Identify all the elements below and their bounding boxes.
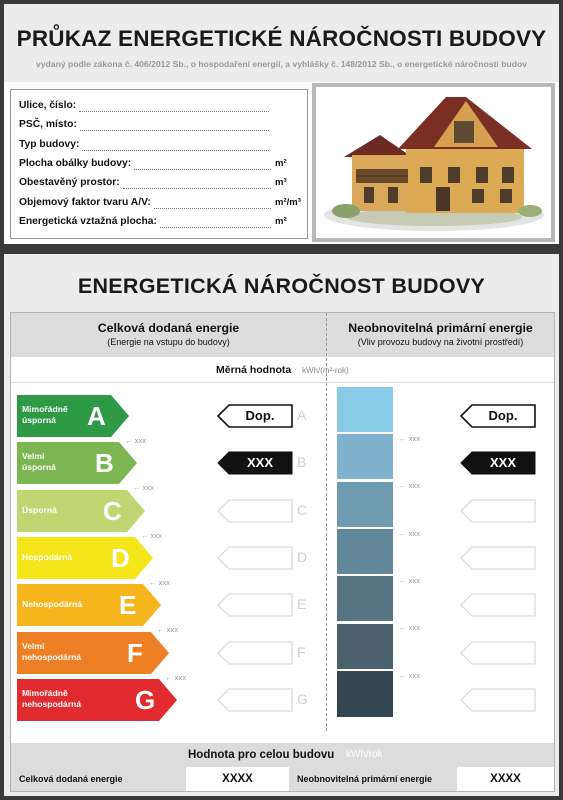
energy-class-name (22, 451, 56, 473)
class-boundary-tick-right: ← xxx (399, 434, 420, 443)
section-title: ENERGETICKÁ NÁROČNOST BUDOVY (77, 274, 486, 298)
class-marker-left (217, 546, 293, 570)
title-band (4, 4, 559, 82)
class-boundary-tick-right: ← xxx (399, 671, 420, 680)
energy-class-letter: D (111, 542, 130, 573)
energy-class-name (22, 599, 82, 610)
energy-class-name-line2: nehospodárná (22, 651, 82, 662)
info-field-row[interactable] (19, 139, 304, 155)
total-primary-value: XXXX (490, 773, 521, 785)
energy-class-name-line1: Velmi (22, 640, 45, 651)
primary-energy-bar-segment (337, 434, 393, 480)
info-field-label: PSČ, místo: (19, 119, 77, 131)
class-marker-left (217, 499, 293, 523)
energy-class-name-line1: Mimořádně (22, 687, 68, 698)
total-delivered-value: XXXX (222, 773, 253, 785)
house-illustration (316, 87, 551, 238)
class-marker-left (217, 593, 293, 617)
class-boundary-tick-left: ← xxx (165, 673, 186, 682)
building-info-box (10, 89, 308, 239)
info-field-unit: m²/m³ (275, 196, 301, 208)
info-field-row[interactable] (19, 158, 304, 174)
class-boundary-tick-left: ← xxx (133, 483, 154, 492)
marker-shape (460, 499, 536, 523)
energy-class-name-line1: Mimořádně (22, 404, 68, 414)
specific-value-label: Měrná hodnota (216, 364, 292, 376)
primary-energy-bar-segment (337, 529, 393, 575)
right-column-title: Neobnovitelná primární energie (348, 321, 533, 335)
energy-class-name-line1: Úsporná (22, 504, 57, 515)
primary-energy-bar-segment (337, 482, 393, 528)
recommended-marker-label: Dop. (488, 408, 518, 423)
class-marker-right (460, 641, 536, 665)
energy-class-letter: E (119, 590, 137, 621)
class-ghost-letter: F (297, 643, 306, 660)
class-ghost-letter: G (297, 690, 308, 707)
class-marker-left (217, 404, 293, 428)
info-field-blank[interactable] (82, 142, 269, 151)
document-title: PRŮKAZ ENERGETICKÉ NÁROČNOSTI BUDOVY (16, 26, 547, 51)
info-field-label: Plocha obálky budovy: (19, 157, 132, 169)
energy-class-arrow-d (17, 537, 153, 579)
info-field-unit: m³ (275, 177, 287, 189)
energy-class-letter: F (127, 637, 143, 668)
actual-marker-label: XXX (489, 455, 516, 471)
class-boundary-tick-right: ← xxx (399, 623, 420, 632)
info-field-label: Ulice, číslo: (19, 100, 77, 111)
energy-class-name-line1: Velmi (22, 451, 45, 462)
total-value-label: Hodnota pro celou budovu (188, 749, 335, 761)
primary-energy-bar-segment (337, 576, 393, 622)
energy-class-letter: B (95, 448, 114, 479)
class-boundary-tick-left: ← xxx (149, 578, 170, 587)
marker-shape (460, 593, 536, 617)
marker-shape (217, 688, 293, 712)
energy-class-arrow-g (17, 679, 177, 721)
class-marker-left (217, 451, 293, 475)
energy-class-name (22, 641, 81, 663)
class-marker-right (460, 451, 536, 475)
energy-class-grid (10, 312, 555, 792)
info-field-row[interactable] (19, 119, 304, 135)
info-field-label: Typ budovy: (19, 138, 80, 150)
column-divider (326, 313, 327, 731)
marker-shape (217, 499, 293, 523)
class-boundary-tick-left: ← xxx (157, 625, 178, 634)
class-marker-right (460, 404, 536, 428)
info-field-label: Objemový faktor tvaru A/V: (19, 196, 151, 208)
info-field-blank[interactable] (134, 161, 271, 170)
energy-class-name-line1: Nehospodárná (22, 599, 83, 610)
class-ghost-letter: B (297, 454, 307, 471)
energy-class-name-line2: úsporná (22, 462, 56, 473)
class-ghost-letter: D (297, 548, 308, 565)
class-ghost-letter: E (297, 596, 307, 613)
class-marker-right (460, 499, 536, 523)
class-marker-right (460, 688, 536, 712)
class-marker-left (217, 688, 293, 712)
primary-energy-bar-segment (337, 624, 393, 670)
specific-value-row (11, 358, 554, 383)
energy-class-arrow-c (17, 490, 145, 532)
marker-shape (460, 546, 536, 570)
class-ghost-letter: A (297, 407, 307, 423)
info-field-row[interactable] (19, 216, 304, 232)
energy-class-name (22, 688, 81, 710)
info-field-row[interactable] (19, 100, 304, 116)
info-field-label: Energetická vztažná plocha: (19, 215, 157, 227)
class-boundary-tick-right: ← xxx (399, 529, 420, 538)
info-field-blank[interactable] (79, 103, 269, 112)
energy-class-arrow-f (17, 632, 169, 674)
class-boundary-tick-left: ← xxx (125, 436, 146, 445)
info-field-row[interactable] (19, 177, 304, 193)
total-value-row (11, 767, 554, 791)
primary-energy-bar-segment (337, 387, 393, 433)
column-header (11, 313, 554, 357)
total-primary-label: Neobnovitelná primární energie (289, 767, 457, 791)
total-value-header (11, 743, 554, 767)
energy-class-name (22, 404, 68, 426)
marker-shape (217, 641, 293, 665)
info-field-blank[interactable] (123, 180, 271, 189)
info-field-label: Obestavěný prostor: (19, 177, 120, 189)
specific-value-unit: kWh/(m²·rok) (302, 366, 349, 375)
energy-class-arrow-a (17, 395, 129, 437)
energy-class-name-line2: nehospodárná (22, 698, 82, 709)
primary-energy-bar-segment (337, 671, 393, 717)
document-subtitle: vydaný podle zákona č. 406/2012 Sb., o hospodaření energií, a vyhlášky č. 148/2012 Sb., o energetické náročnosti budov (36, 59, 527, 69)
marker-shape (460, 641, 536, 665)
marker-shape (460, 688, 536, 712)
right-column-subtitle: (Vliv provozu budovy na životní prostředí) (357, 337, 524, 347)
energy-class-name-line1: Hospodárná (22, 551, 73, 562)
class-marker-right (460, 593, 536, 617)
class-marker-left (217, 641, 293, 665)
total-value-unit: kWh/rok (346, 749, 383, 760)
class-boundary-tick-right: ← xxx (399, 576, 420, 585)
left-column-subtitle: (Energie na vstupu do budovy) (107, 337, 230, 347)
marker-shape (217, 546, 293, 570)
class-boundary-tick-left: ← xxx (141, 531, 162, 540)
energy-class-name (22, 552, 72, 563)
energy-class-arrow-e (17, 584, 161, 626)
energy-class-name (22, 505, 57, 516)
info-field-row[interactable] (19, 197, 304, 213)
class-boundary-tick-right: ← xxx (399, 481, 420, 490)
left-column-title: Celková dodaná energie (97, 321, 240, 335)
total-delivered-label: Celková dodaná energie (11, 767, 186, 791)
actual-marker-label: XXX (246, 455, 273, 471)
house-photo (316, 87, 551, 238)
energy-class-letter: C (103, 495, 122, 526)
energy-class-arrow-b (17, 442, 137, 484)
info-field-blank[interactable] (154, 200, 271, 209)
building-photo-frame (312, 83, 555, 242)
class-marker-right (460, 546, 536, 570)
certificate-header-panel (4, 4, 559, 244)
recommended-marker-label: Dop. (245, 408, 275, 423)
class-ghost-letter: C (297, 501, 308, 518)
info-field-blank[interactable] (80, 122, 269, 131)
info-field-unit: m² (275, 215, 287, 227)
marker-shape (217, 593, 293, 617)
info-field-unit: m² (275, 157, 287, 169)
energy-performance-panel (4, 254, 559, 796)
energy-class-name-line2: úsporná (22, 415, 56, 425)
energy-class-letter: A (87, 401, 106, 431)
info-field-blank[interactable] (160, 219, 271, 228)
energy-class-letter: G (135, 684, 156, 715)
